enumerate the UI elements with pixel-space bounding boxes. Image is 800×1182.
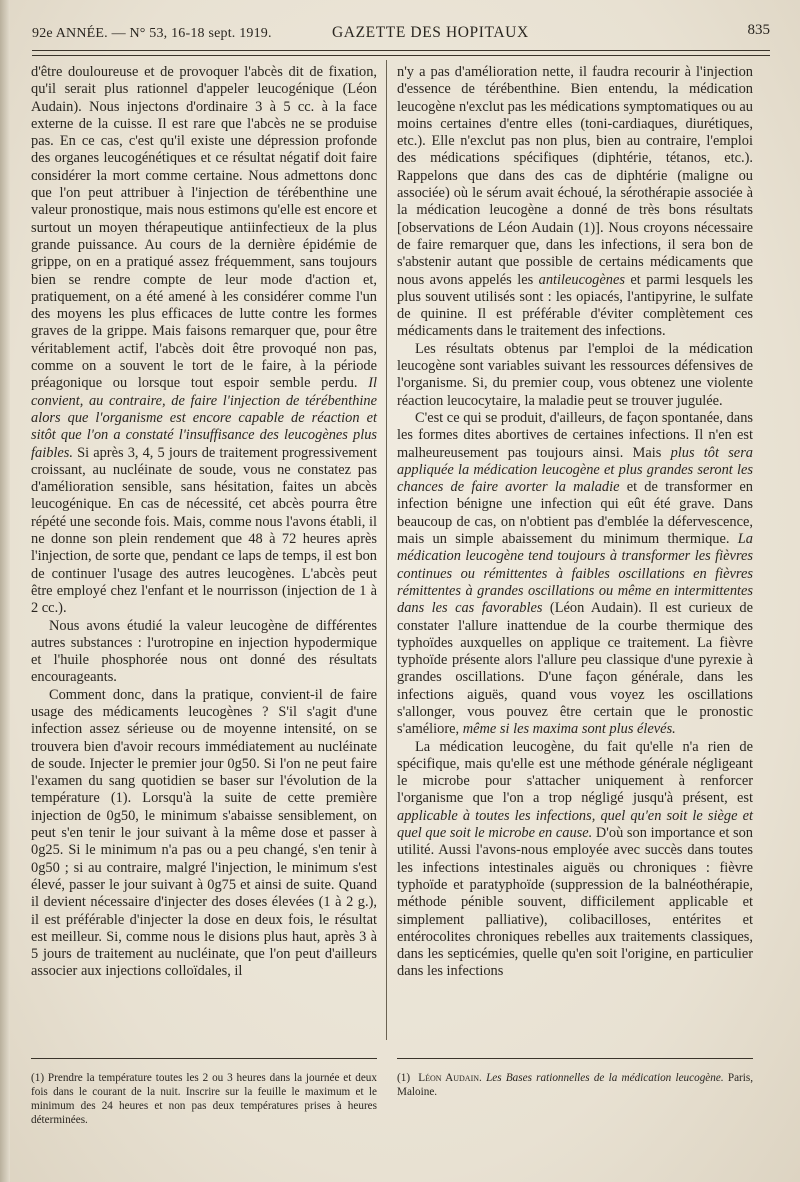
page-number: 835 (747, 22, 770, 38)
journal-title: GAZETTE DES HOPITAUX (332, 24, 529, 41)
left-p1-tail: Si après 3, 4, 5 jours de traitement progressivement croissant, au nucléinate de soude, vous ne constatez pas d'amélioration sensible, sans hésitation, faites un abcès leucogénique. En cas de nécessité, cet abcès pourra être répété une seconde fois. Mais, comme nous l'avons établi, il ne donne son plein rendement que 48 à 72 heures après l'injection, de sorte que, pendant ce laps de temps, il est bon de continuer l'usage des autres leucogènes. L'abcès peut être employé chez l'enfant et le nourrisson (injection de 1 à 2 cc.). (31, 444, 377, 617)
right-p1-tail: et parmi lesquels les plus souvent utilisés sont : les opiacés, l'antipyrine, le sulfate de quinine. Il est préférable d'éviter complètement ces médicaments dans le traitement des infections. (397, 271, 753, 340)
left-column (31, 64, 377, 981)
right-paragraph-3 (397, 410, 753, 739)
footnote-right-label: (1) (397, 1072, 411, 1084)
footnote-right (397, 1071, 753, 1099)
left-p1-italic: Il convient, au contraire, de faire l'injection de térébenthine alors que l'organisme est encore capable de réaction et sitôt que l'on a constaté l'insuffisance des leucogènes plus faibles. (31, 375, 377, 461)
left-paragraph-1 (31, 64, 377, 618)
footnote-rule-right (397, 1058, 753, 1059)
right-paragraph-2: Les résultats obtenus par l'emploi de la médication leucogène sont variables suivant les ressources défensives de l'organisme. Si, du premier coup, vous obtenez une violente réaction leucocytaire, la maladie peut se trouver jugulée. (397, 340, 753, 409)
right-p3-italic-2: La médication leucogène tend toujours à transformer les fièvres continues ou rémittentes à faibles oscillations en fièvres rémittentes à grandes oscillations ou même en intermittentes dans les cas favorables (397, 531, 753, 617)
right-p1-text: n'y a pas d'amélioration nette, il faudra recourir à l'injection d'essence de térébenthine. Bien entendu, la médication leucogène n'exclut pas les médications symptomatiques ou au moins certaines d'entre elles (toni-cardiaques, diurétiques, etc.). Elle n'exclut pas non plus, bien au contraire, l'emploi des médications spécifiques (diphtérie, tétanos, etc.). Rappelons que dans des cas de diphtérie (maligne ou associée) où le sérum avait échoué, la sérothérapie associée à la médication leucogène a donné de très bons résultats [observations de Léon Audain (1)]. Nous croyons nécessaire de faire remarquer que, dans les infections, il sera bon de s'abstenir autant que possible de certains médicaments que nous avons appelés les (397, 64, 753, 288)
right-p3-text-b: et de transformer en infection bénigne une infection qui eût été grave. Dans beaucoup de cas, on n'obtient pas d'emblée la défervescence, mais un simple abaissement du minimum thermique. (397, 479, 753, 548)
right-p1-italic: antileucogènes (538, 271, 625, 288)
right-p4-italic: applicable à toutes les infections, quel qu'en soit le siège et quel que soit le microbe en cause. (397, 807, 753, 842)
left-paragraph-2: Nous avons étudié la valeur leucogène de différentes autres substances : l'urotropine en injection hypodermique et l'huile phosphorée nous ont donné des résultats encourageants. (31, 617, 377, 686)
issue-info: 92e ANNÉE. — N° 53, 16-18 sept. 1919. (32, 26, 272, 41)
footnote-right-publisher: Paris, Maloine. (397, 1072, 754, 1098)
right-p3-text-c: (Léon Audain). Il est curieux de constater l'allure inattendue de la courbe thermique des typhoïdes auxquelles on applique ce traitement. La fièvre typhoïde présente alors l'allure peu classique d'une pyrexie à grandes oscillations. D'une façon générale, dans les infections aiguës, quand vous voyez les oscillations s'allonger, vous pouvez être certain que le pronostic s'améliore, (397, 600, 753, 738)
right-p3-italic-1: plus tôt sera appliquée la médication leucogène et plus grandes seront les chances de faire avorter la maladie (397, 444, 753, 496)
footnote-right-title: Les Bases rationnelles de la médication leucogène. (486, 1072, 724, 1084)
right-column (397, 64, 753, 981)
page-header (32, 18, 770, 48)
footnote-rule-left (31, 1058, 377, 1059)
footnote-right-author: Léon Audain. (418, 1072, 482, 1084)
right-p4-text-b: D'où son importance et son utilité. Aussi l'avons-nous employée avec succès dans toutes les infections intestinales aiguës ou chroniques : fièvre typhoïde et paratyphoïde (suppression de la balnéothérapie, méthode pénible souvent, difficilement applicable et simplement palliative), colibacilloses, entérites et entérocolites chroniques rebelles aux traitements classiques, dans les septicémies, quelle qu'en soit l'origine, en particulier dans les infections (397, 825, 753, 980)
right-paragraph-1 (397, 64, 753, 341)
footnote-left: (1) Prendre la température toutes les 2 ou 3 heures dans la journée et deux fois dans le courant de la nuit. Inscrire sur la feuille le maximum et le minimum des 24 heures et non pas deux températures prises à heures déterminées. (31, 1072, 377, 1126)
right-p3-text-a: C'est ce qui se produit, d'ailleurs, de façon spontanée, dans les formes dites abortives de certaines infections. Il n'en est malheureusement pas toujours ainsi. Mais (397, 409, 753, 461)
right-p4-text-a: La médication leucogène, du fait qu'elle n'a rien de spécifique, mais qu'elle est une méthode générale négligeant le microbe pour s'attacher uniquement à renforcer l'organisme que l'on a trop négligé jusqu'à présent, est (397, 738, 753, 807)
left-p1-text: d'être douloureuse et de provoquer l'abcès dit de fixation, qu'il serait plus rationnel d'appeler leucogénique (Léon Audain). Nous injectons d'ordinaire 3 à 5 cc. à la face externe de la cuisse. Il est rare que l'abcès ne se produise pas. En ce cas, c'est qu'il existe une dépression profonde des organes leucogénétiques et ce résultat négatif doit faire considérer la mort comme certaine. Nous admettons donc que l'on peut attribuer à l'injection de térébenthine une valeur pronostique, mais nous estimons qu'elle est encore et surtout un moyen thérapeutique antiinfectieux de la plus grande puissance. Au cours de la dernière épidémie de grippe, on en a pratiqué assez fréquemment, sans toujours bien se rendre compte de leur mode d'action et, pratiquement, on a été amené à les considérer comme l'un des moyens les plus efficaces de lutte contre les formes graves de la grippe. Mais faisons remarquer que, pour être véritablement actif, l'abcès doit être provoqué non pas, comme on a souvent le tort de le faire, à la période préagonique ou lorsque tout espoir semble perdu. (31, 64, 377, 392)
right-p3-italic-3: même si les maxima sont plus élevés. (462, 721, 676, 738)
column-divider (386, 60, 387, 1040)
header-double-rule (32, 50, 770, 56)
page-spine-shadow (0, 0, 10, 1182)
left-paragraph-3: Comment donc, dans la pratique, convient-il de faire usage des médicaments leucogènes ? S'il s'agit d'une infection assez sérieuse ou de moyenne intensité, on se trouvera bien d'avoir recours immédiatement au nucléinate de soude. Injecter le premier jour 0g50. Si l'on ne peut faire l'examen du sang quotidien se baser sur l'évolution de la température (1). Lorsqu'à la suite de cette première injection de 0g50, le minimum s'abaisse sensiblement, on peut s'en tenir le jour suivant à la même dose et passer à 0g25. Si le minimum n'a pas ou a peu changé, s'en tenir à 0g50 ; si au contraire, malgré l'injection, le minimum s'est élevé, passer le jour suivant à 0g75 et ainsi de suite. Quand il devient nécessaire d'injecter des doses élevées (1 à 2 g.), il est préférable d'injecter la dose en deux fois, le résultat est meilleur. Si, comme nous le disions plus haut, après 3 à 5 jours de traitement au nucléinate, que l'on peut d'ailleurs associer aux injections colloïdales, il (31, 686, 377, 980)
right-paragraph-4 (397, 739, 753, 981)
